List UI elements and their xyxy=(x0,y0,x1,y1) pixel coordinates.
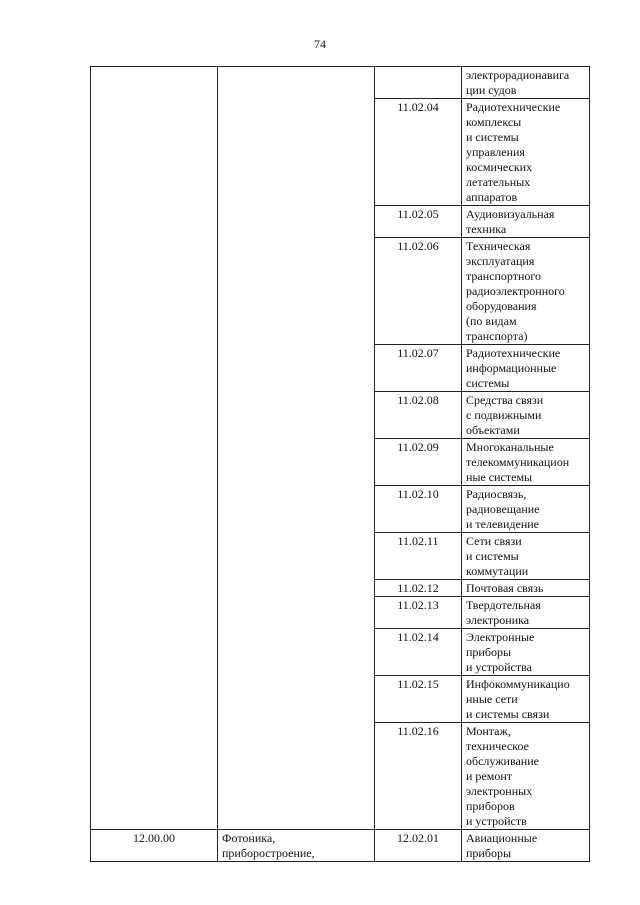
specialties-table xyxy=(90,66,590,862)
specialty-code-cell: 11.02.15 xyxy=(375,676,462,723)
specialty-code-cell: 11.02.06 xyxy=(375,238,462,345)
specialty-code-cell: 11.02.10 xyxy=(375,486,462,533)
specialty-name-cell: Сети связи и системы коммутации xyxy=(462,533,590,580)
specialty-name-cell: Радиотехнические комплексы и системы управления космических летательных аппаратов xyxy=(462,99,590,206)
specialty-name-cell: Средства связи с подвижными объектами xyxy=(462,392,590,439)
specialty-code-cell: 11.02.08 xyxy=(375,392,462,439)
specialty-name-cell: Радиотехнические информационные системы xyxy=(462,345,590,392)
enlarged-group-code-cell xyxy=(91,67,218,830)
specialty-code-cell: 11.02.12 xyxy=(375,580,462,597)
specialty-code-cell: 11.02.04 xyxy=(375,99,462,206)
specialty-name-cell: Радиосвязь, радиовещание и телевидение xyxy=(462,486,590,533)
table-body xyxy=(91,67,590,862)
specialty-name-cell: Твердотельная электроника xyxy=(462,597,590,629)
specialty-code-cell: 11.02.14 xyxy=(375,629,462,676)
table-row-group xyxy=(91,830,590,862)
table-row-continuation xyxy=(91,67,590,99)
specialty-name-cell: Монтаж, техническое обслуживание и ремонт электронных приборов и устройств xyxy=(462,723,590,830)
page-number: 74 xyxy=(314,37,326,51)
specialty-code-cell: 11.02.16 xyxy=(375,723,462,830)
specialty-code-cell xyxy=(375,67,462,99)
enlarged-group-name-cell xyxy=(218,67,375,830)
specialty-name-cell: Почтовая связь xyxy=(462,580,590,597)
specialty-name-cell: Техническая эксплуатация транспортного радиоэлектронного оборудования (по видам транспорта) xyxy=(462,238,590,345)
enlarged-group-name: Фотоника, приборостроение, xyxy=(218,830,375,862)
specialty-code-cell: 11.02.09 xyxy=(375,439,462,486)
specialty-name-cell: Инфокоммуникацио нные сети и системы связи xyxy=(462,676,590,723)
specialty-name-cell: Многоканальные телекоммуникацион ные системы xyxy=(462,439,590,486)
specialty-code-cell: 11.02.11 xyxy=(375,533,462,580)
specialty-code-cell: 11.02.05 xyxy=(375,206,462,238)
specialty-name-cell: Авиационные приборы xyxy=(462,830,590,862)
specialty-name-cell: Электронные приборы и устройства xyxy=(462,629,590,676)
specialty-name-cell: Аудиовизуальная техника xyxy=(462,206,590,238)
specialty-code-cell: 12.02.01 xyxy=(375,830,462,862)
enlarged-group-code: 12.00.00 xyxy=(91,830,218,862)
specialty-code-cell: 11.02.13 xyxy=(375,597,462,629)
specialty-name-cell: электрорадионавига ции судов xyxy=(462,67,590,99)
specialty-code-cell: 11.02.07 xyxy=(375,345,462,392)
